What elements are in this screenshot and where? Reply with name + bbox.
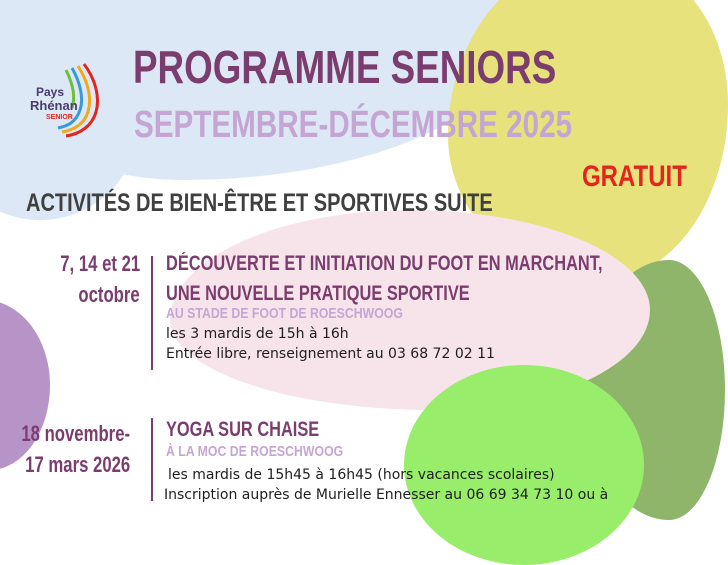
activity-place: AU STADE DE FOOT DE ROESCHWOOG	[166, 305, 403, 322]
activity-date-line-1: 7, 14 et 21	[60, 251, 140, 276]
activity-place: À LA MOC DE ROESCHWOOG	[166, 443, 344, 460]
activity-title-line-1: DÉCOUVERTE ET INITIATION DU FOOT EN MARCHANT,	[166, 252, 603, 275]
logo-line-1: Pays	[36, 85, 65, 99]
page-subtitle: SEPTEMBRE-DÉCEMBRE 2025	[134, 104, 573, 146]
activity-detail-line-2: Entrée libre, renseignement au 03 68 72 02 11	[166, 346, 495, 362]
activity-detail-line-1: les mardis de 15h45 à 16h45 (hors vacances scolaires)	[168, 467, 555, 483]
activity-date-line-2: octobre	[78, 282, 140, 307]
activity-detail-line-2: Inscription auprès de Murielle Ennesser au 06 69 34 73 10 ou à	[164, 487, 609, 503]
activity-date-line-2: 17 mars 2026	[24, 452, 130, 477]
activity-title-line-2: UNE NOUVELLE PRATIQUE SPORTIVE	[166, 282, 470, 305]
activity-date-line-1: 18 novembre-	[21, 421, 130, 446]
page-title: PROGRAMME SENIORS	[133, 41, 557, 93]
activity-divider	[151, 256, 153, 370]
logo-line-2: Rhénan	[30, 98, 78, 113]
activity-detail-line-1: les 3 mardis de 15h à 16h	[166, 326, 349, 342]
logo	[26, 60, 106, 140]
background-blob-lime	[404, 365, 644, 565]
logo-line-3: SENIOR	[46, 114, 73, 121]
activity-title-line-1: YOGA SUR CHAISE	[166, 418, 320, 441]
section-title: ACTIVITÉS DE BIEN-ÊTRE ET SPORTIVES SUITE	[26, 189, 493, 217]
free-badge: GRATUIT	[582, 160, 687, 193]
activity-divider	[151, 418, 153, 501]
